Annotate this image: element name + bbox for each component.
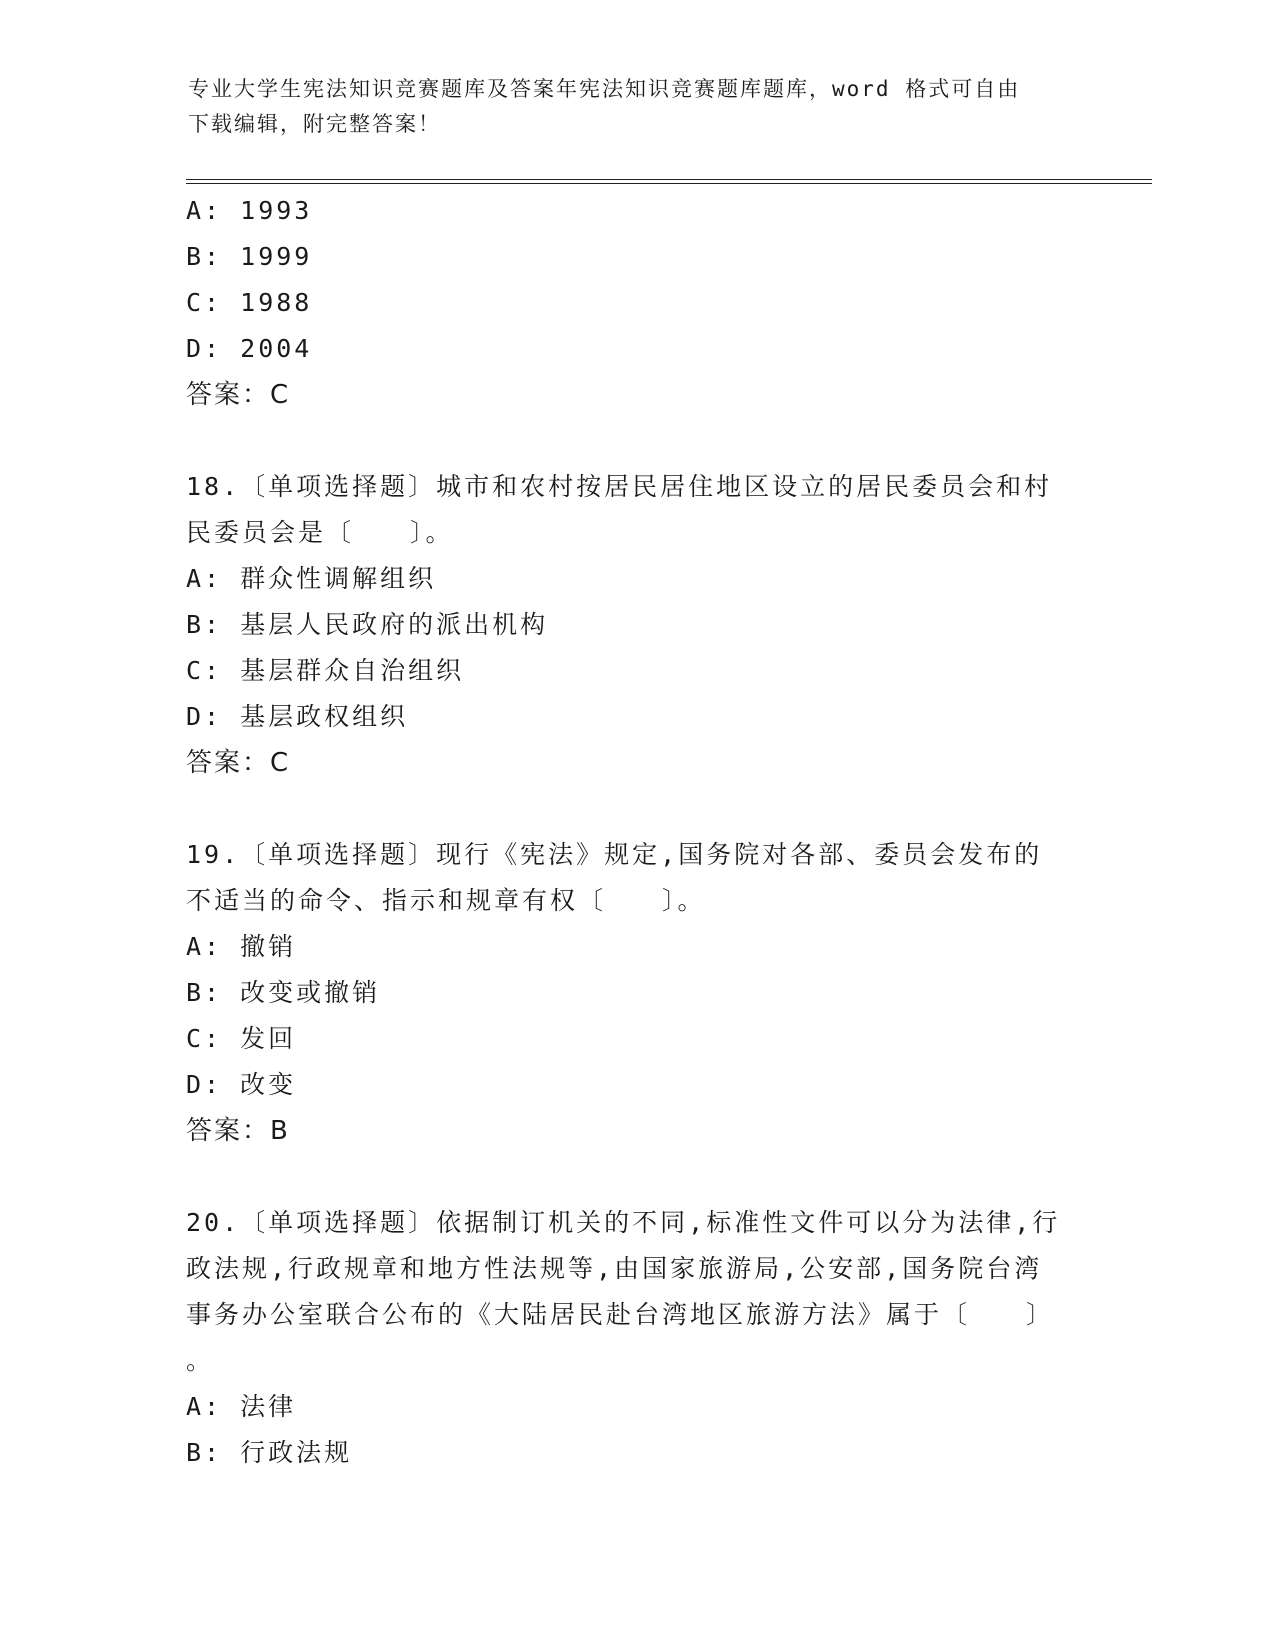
- question-list: [186, 188, 1106, 1476]
- option-a: A: 群众性调解组织: [186, 564, 437, 593]
- option-a: A: 法律: [186, 1392, 297, 1421]
- question-20: [186, 1200, 1106, 1476]
- question-text-line: 不适当的命令、指示和规章有权〔 〕。: [186, 886, 706, 915]
- header-line-1: 专业大学生宪法知识竞赛题库及答案年宪法知识竞赛题库题库，word 格式可自由: [188, 77, 1021, 101]
- option-b: B: 行政法规: [186, 1438, 353, 1467]
- question-text-line: 民委员会是〔 〕。: [186, 518, 454, 547]
- question-18: [186, 464, 1106, 786]
- option-b: B: 改变或撤销: [186, 978, 381, 1007]
- option-d: D: 基层政权组织: [186, 702, 409, 731]
- question-text-line: 18.〔单项选择题〕城市和农村按居民居住地区设立的居民委员会和村: [186, 472, 1053, 501]
- option-b: B: 基层人民政府的派出机构: [186, 610, 549, 639]
- answer: 答案：C: [186, 380, 291, 410]
- question-text-line: 。: [186, 1346, 215, 1375]
- question-text-line: 20.〔单项选择题〕依据制订机关的不同,标准性文件可以分为法律,行: [186, 1208, 1061, 1237]
- option-c: C: 发回: [186, 1024, 297, 1053]
- header-divider-top: [186, 179, 1152, 180]
- question-19: [186, 832, 1106, 1154]
- document-header: [188, 72, 1088, 142]
- question-17: [186, 188, 1106, 418]
- answer: 答案：C: [186, 748, 291, 778]
- option-a: A: 1993: [186, 196, 313, 225]
- header-line-2: 下载编辑，附完整答案！: [188, 112, 441, 136]
- option-d: D: 改变: [186, 1070, 297, 1099]
- option-c: C: 基层群众自治组织: [186, 656, 465, 685]
- option-c: C: 1988: [186, 288, 313, 317]
- header-divider-bottom: [186, 183, 1152, 184]
- question-text-line: 19.〔单项选择题〕现行《宪法》规定,国务院对各部、委员会发布的: [186, 840, 1043, 869]
- option-d: D: 2004: [186, 334, 313, 363]
- option-b: B: 1999: [186, 242, 313, 271]
- question-text-line: 事务办公室联合公布的《大陆居民赴台湾地区旅游方法》属于〔 〕: [186, 1300, 1055, 1329]
- option-a: A: 撤销: [186, 932, 297, 961]
- answer: 答案：B: [186, 1116, 290, 1146]
- question-text-line: 政法规,行政规章和地方性法规等,由国家旅游局,公安部,国务院台湾: [186, 1254, 1043, 1283]
